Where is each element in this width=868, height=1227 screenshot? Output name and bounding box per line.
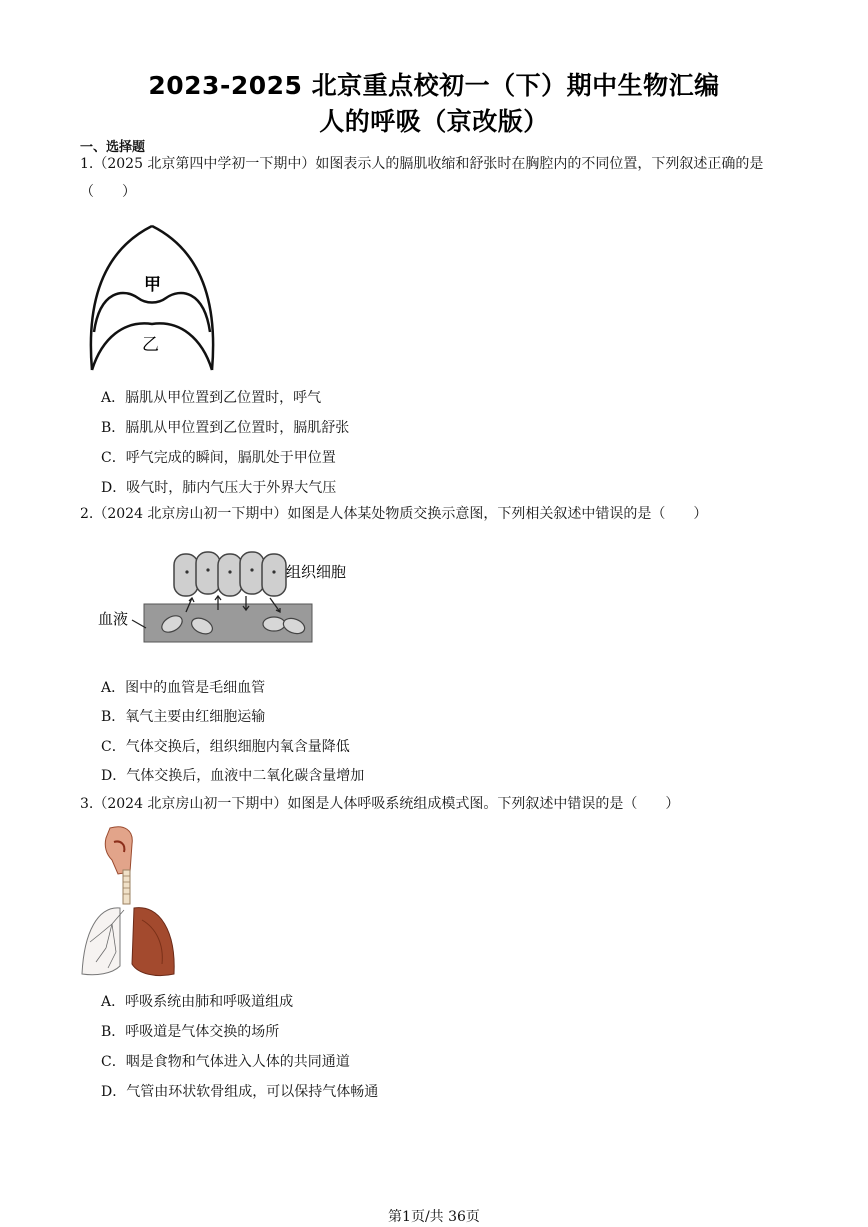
exchange-diagram [96, 546, 366, 646]
label-blood: 血液 [98, 610, 129, 628]
question-2-stem: 2.（2024 北京房山初一下期中）如图是人体某处物质交换示意图，下列相关叙述中错误的是（ ） [80, 506, 708, 522]
question-3-option-a[interactable]: A．呼吸系统由肺和呼吸道组成 [101, 994, 294, 1010]
question-1-option-b[interactable]: B．膈肌从甲位置到乙位置时，膈肌舒张 [101, 420, 350, 436]
diaphragm-diagram [84, 220, 220, 376]
respiratory-system-figure [78, 824, 178, 980]
question-3-option-c[interactable]: C．咽是食物和气体进入人体的共同通道 [101, 1054, 350, 1070]
question-1-option-c[interactable]: C．呼气完成的瞬间，膈肌处于甲位置 [101, 450, 336, 466]
question-2-option-c[interactable]: C．气体交换后，组织细胞内氧含量降低 [101, 739, 350, 755]
question-2-option-d[interactable]: D．气体交换后，血液中二氧化碳含量增加 [101, 768, 365, 784]
question-1-stem: 1.（2025 北京第四中学初一下期中）如图表示人的膈肌收缩和舒张时在胸腔内的不同位置，下列叙述正确的是（ ） [80, 156, 764, 200]
label-tissue-cells: 组织细胞 [286, 563, 347, 581]
document-title-line2: 人的呼吸（京改版） [319, 107, 549, 136]
question-2-option-a[interactable]: A．图中的血管是毛细血管 [101, 680, 266, 696]
section-title: 一、选择题 [80, 140, 146, 155]
label-jia: 甲 [144, 275, 161, 295]
question-3-option-b[interactable]: B．呼吸道是气体交换的场所 [101, 1024, 280, 1040]
question-1-option-d[interactable]: D．吸气时，肺内气压大于外界大气压 [101, 480, 337, 496]
label-yi: 乙 [142, 335, 159, 355]
document-title-line1: 2023-2025 北京重点校初一（下）期中生物汇编 [148, 71, 720, 100]
question-3-option-d[interactable]: D．气管由环状软骨组成，可以保持气体畅通 [101, 1084, 379, 1100]
question-2-option-b[interactable]: B．氧气主要由红细胞运输 [101, 709, 266, 725]
question-1-option-a[interactable]: A．膈肌从甲位置到乙位置时，呼气 [101, 390, 322, 406]
page-footer: 第1页/共 36页 [388, 1209, 480, 1225]
question-3-stem: 3.（2024 北京房山初一下期中）如图是人体呼吸系统组成模式图。下列叙述中错误的是（ ） [80, 796, 680, 812]
